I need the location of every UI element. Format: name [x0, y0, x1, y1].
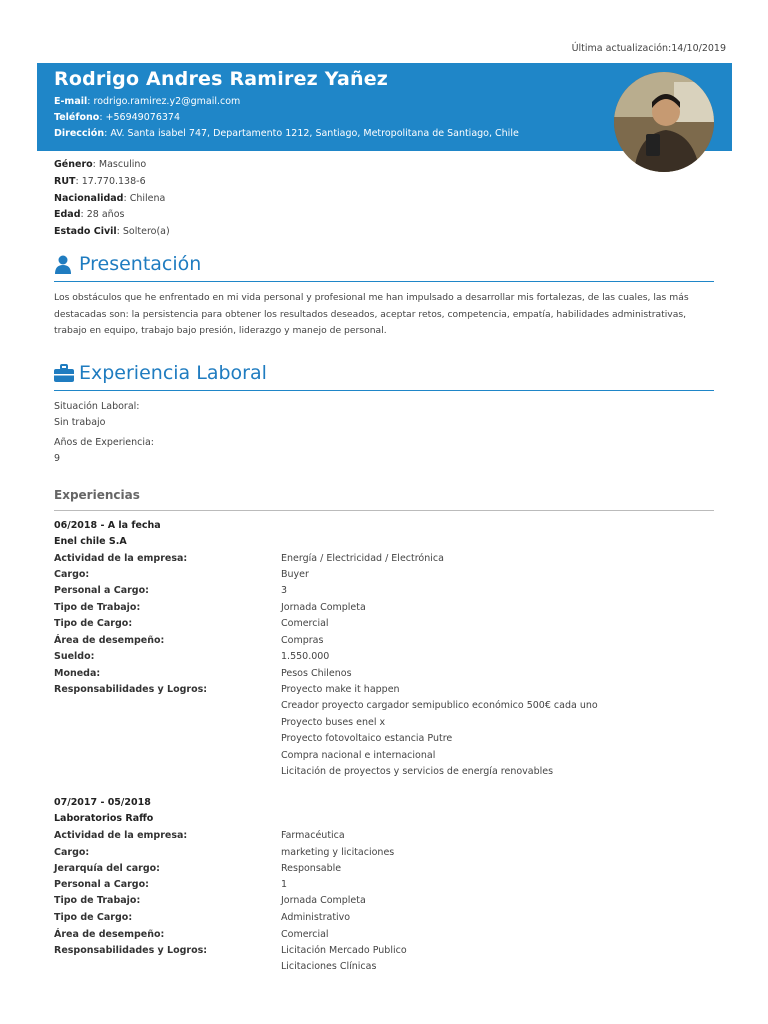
row-value: Compras [281, 635, 324, 646]
presentation-title: Presentación [79, 253, 202, 275]
row-label: Jerarquía del cargo: [54, 863, 160, 874]
age-value: 28 años [86, 209, 125, 220]
nationality-label: Nacionalidad [54, 193, 124, 204]
row-label: Área de desempeño: [54, 635, 165, 646]
row-value: Jornada Completa [281, 895, 366, 906]
job-status-value: Sin trabajo [54, 417, 106, 428]
row-label: Moneda: [54, 668, 101, 679]
row-value: Buyer [281, 569, 309, 580]
row-label: Personal a Cargo: [54, 585, 149, 596]
row-value: Proyecto fotovoltaico estancia Putre [281, 733, 453, 744]
row-value: Comercial [281, 618, 329, 629]
last-updated: Última actualización:14/10/2019 [571, 43, 726, 54]
job-company: Laboratorios Raffo [54, 813, 154, 824]
row-value: Farmacéutica [281, 830, 345, 841]
row-label: Tipo de Cargo: [54, 618, 133, 629]
age-label: Edad [54, 209, 81, 220]
row-label: Tipo de Cargo: [54, 912, 133, 923]
years-label: Años de Experiencia: [54, 437, 154, 448]
row-value: Proyecto buses enel x [281, 717, 386, 728]
rut-line: RUT: 17.770.138-6 [54, 176, 146, 187]
experiences-subheading [54, 488, 714, 511]
row-label: Cargo: [54, 569, 90, 580]
address-label: Dirección [54, 128, 105, 139]
civil-status-label: Estado Civil [54, 226, 117, 237]
rut-label: RUT [54, 176, 76, 187]
row-value: Administrativo [281, 912, 351, 923]
nationality-line: Nacionalidad: Chilena [54, 193, 166, 204]
phone-line: Teléfono: +56949076374 [54, 112, 180, 123]
gender-value: Masculino [98, 159, 147, 170]
row-value: 1.550.000 [281, 651, 330, 662]
email-label: E-mail [54, 96, 88, 107]
row-value: Compra nacional e internacional [281, 750, 436, 761]
years-value: 9 [54, 453, 61, 464]
experiences-subtitle: Experiencias [54, 488, 140, 502]
gender-label: Género [54, 159, 93, 170]
row-label: Área de desempeño: [54, 929, 165, 940]
row-label: Sueldo: [54, 651, 95, 662]
address-value: AV. Santa isabel 747, Departamento 1212, Santiago, Metropolitana de Santiago, Chile [110, 128, 519, 139]
presentation-heading [54, 253, 714, 282]
presentation-line: Los obstáculos que he enfrentado en mi vida personal y profesional me han impulsado a desarrollar mis fortalezas, de las cuales, las más [54, 292, 689, 303]
row-value: Pesos Chilenos [281, 668, 352, 679]
phone-value: +56949076374 [105, 112, 180, 123]
row-label: Actividad de la empresa: [54, 830, 188, 841]
address-line: Dirección: AV. Santa isabel 747, Departamento 1212, Santiago, Metropolitana de Santiago, Chile [54, 128, 519, 139]
row-value: marketing y licitaciones [281, 847, 395, 858]
candidate-name: Rodrigo Andres Ramirez Yañez [54, 68, 389, 90]
row-value: Responsable [281, 863, 342, 874]
email-value[interactable]: rodrigo.ramirez.y2@gmail.com [93, 96, 241, 107]
experience-title: Experiencia Laboral [79, 362, 267, 384]
row-label: Tipo de Trabajo: [54, 602, 141, 613]
email-line: E-mail: rodrigo.ramirez.y2@gmail.com [54, 96, 241, 107]
civil-status-line: Estado Civil: Soltero(a) [54, 226, 170, 237]
row-label: Actividad de la empresa: [54, 553, 188, 564]
row-value: 1 [281, 879, 288, 890]
job-dates: 06/2018 - A la fecha [54, 520, 161, 531]
rut-value: 17.770.138-6 [81, 176, 146, 187]
row-label: Tipo de Trabajo: [54, 895, 141, 906]
age-line: Edad: 28 años [54, 209, 125, 220]
row-value: Licitación Mercado Publico [281, 945, 407, 956]
row-value: Proyecto make it happen [281, 684, 400, 695]
row-value: Comercial [281, 929, 329, 940]
user-icon [54, 255, 72, 280]
job-dates: 07/2017 - 05/2018 [54, 797, 151, 808]
experience-heading [54, 362, 714, 391]
row-value: Licitaciones Clínicas [281, 961, 377, 972]
row-value: Licitación de proyectos y servicios de energía renovables [281, 766, 554, 777]
gender-line: Género: Masculino [54, 159, 147, 170]
briefcase-icon [54, 364, 74, 389]
row-label: Cargo: [54, 847, 90, 858]
presentation-text [54, 290, 714, 340]
row-label: Personal a Cargo: [54, 879, 149, 890]
row-value: Energía / Electricidad / Electrónica [281, 553, 444, 564]
row-label: Responsabilidades y Logros: [54, 684, 208, 695]
presentation-line: trabajo en equipo, trabajo bajo presión, liderazgo y manejo de personal. [54, 325, 387, 336]
civil-status-value: Soltero(a) [122, 226, 170, 237]
job-company: Enel chile S.A [54, 536, 127, 547]
phone-label: Teléfono [54, 112, 100, 123]
presentation-line: destacadas son: la persistencia para obtener los resultados deseados, aceptar retos, competencia, empatía, habilidades administrativas, [54, 308, 687, 320]
row-label: Responsabilidades y Logros: [54, 945, 208, 956]
nationality-value: Chilena [129, 193, 166, 204]
row-value: Creador proyecto cargador semipublico económico 500€ cada uno [281, 700, 598, 711]
row-value: Jornada Completa [281, 602, 366, 613]
row-value: 3 [281, 585, 288, 596]
job-status-label: Situación Laboral: [54, 401, 140, 412]
profile-photo [614, 72, 714, 172]
